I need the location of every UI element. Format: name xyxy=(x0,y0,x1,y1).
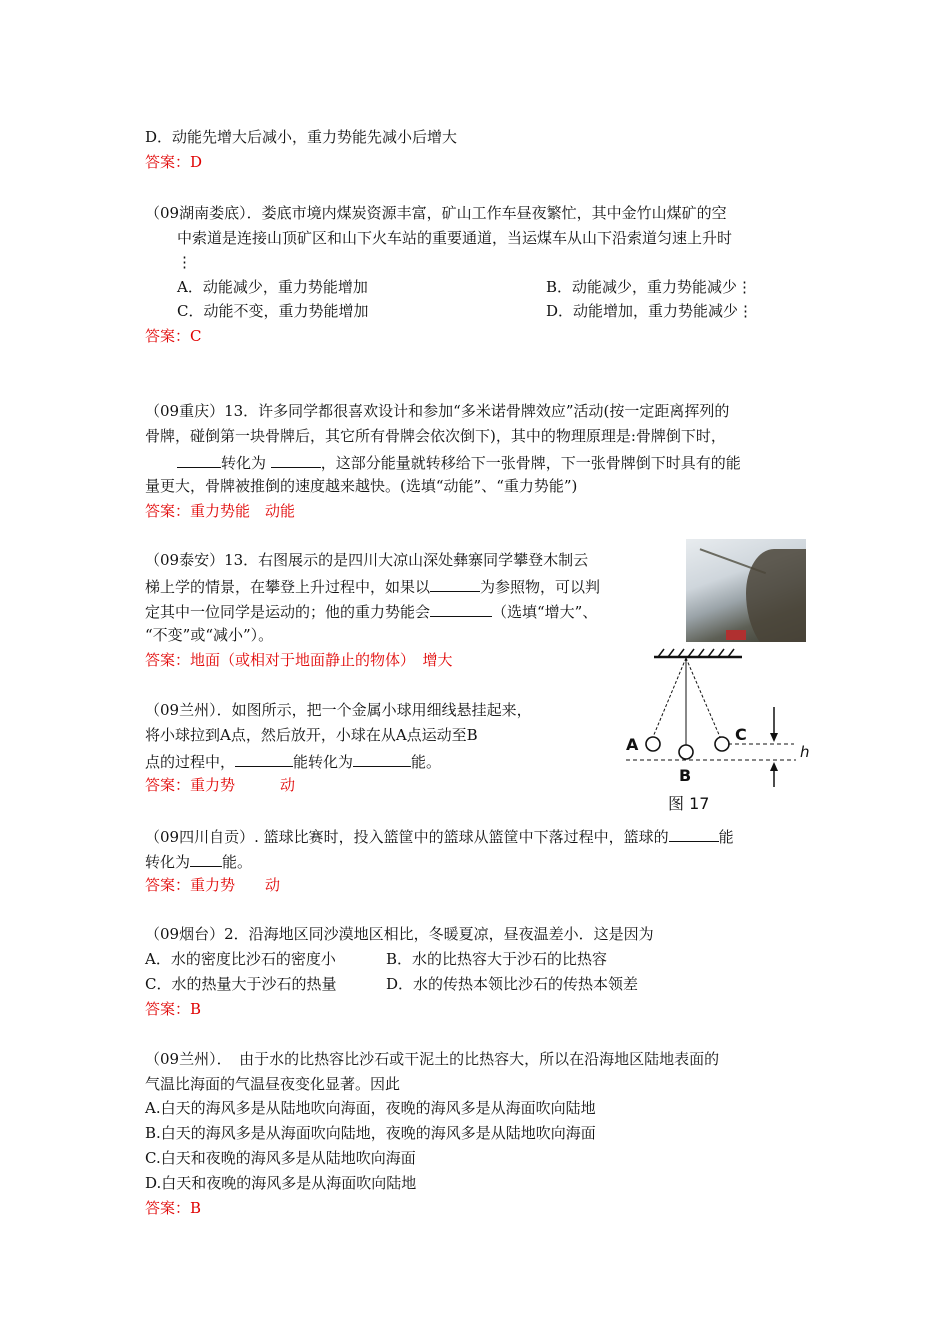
label-c: C xyxy=(735,725,747,744)
answer: 答案：重力势能 动能 xyxy=(145,502,296,520)
option-c: C.白天和夜晚的海风多是从陆地吹向海面 xyxy=(145,1149,416,1167)
question-text: （09兰州）．如图所示，把一个金属小球用细线悬挂起来， xyxy=(145,701,532,719)
fill-blank xyxy=(190,850,222,867)
option-d: D．动能增加，重力势能减少⋮ xyxy=(546,302,754,320)
question-text: ⋮ xyxy=(177,253,192,271)
ball-c xyxy=(715,737,729,751)
option-b: B.白天的海风多是从海面吹向陆地，夜晚的海风多是从陆地吹向海面 xyxy=(145,1124,596,1142)
question-text: 转化为 能。 xyxy=(145,850,252,872)
fill-blank xyxy=(235,750,293,767)
question-text: 气温比海面的气温昼夜变化显著。因此 xyxy=(145,1075,401,1093)
fill-blank xyxy=(177,451,221,468)
ball-a xyxy=(646,737,660,751)
answer: 答案：B xyxy=(145,1000,202,1018)
answer: 答案：重力势 动 xyxy=(145,876,281,894)
option-a: A．水的密度比沙石的密度小 xyxy=(145,950,336,968)
pendulum-figure xyxy=(618,645,818,817)
answer: 答案：C xyxy=(145,327,202,345)
figure-caption: 图 17 xyxy=(668,794,710,813)
option-b: B．水的比热容大于沙石的比热容 xyxy=(386,950,608,968)
question-text: （09兰州）． 由于水的比热容比沙石或干泥土的比热容大，所以在沿海地区陆地表面的 xyxy=(145,1050,720,1068)
question-text: 中索道是连接山顶矿区和山下火车站的重要通道，当运煤车从山下沿索道匀速上升时 xyxy=(177,229,733,247)
question-text: 转化为 ，这部分能量就转移给下一张骨牌，下一张骨牌倒下时具有的能 xyxy=(177,451,741,473)
answer: 答案：地面（或相对于地面静止的物体） 增大 xyxy=(145,651,453,669)
option-d: D．动能先增大后减小，重力势能先减小后增大 xyxy=(145,128,458,146)
question-text: （09湖南娄底）．娄底市境内煤炭资源丰富，矿山工作车昼夜繁忙，其中金竹山煤矿的空 xyxy=(145,204,727,222)
option-b: B．动能减少，重力势能减少⋮ xyxy=(546,278,753,296)
question-text: 量更大，骨牌被推倒的速度越来越快。(选填“动能”、“重力势能”) xyxy=(145,477,578,495)
question-text: （09重庆）13．许多同学都很喜欢设计和参加“多米诺骨牌效应”活动(按一定距离挥列的 xyxy=(145,402,730,420)
answer: 答案：B xyxy=(145,1199,202,1217)
option-a: A.白天的海风多是从陆地吹向海面，夜晚的海风多是从海面吹向陆地 xyxy=(145,1099,596,1117)
question-text: （09烟台）2．沿海地区同沙漠地区相比，冬暖夏凉，昼夜温差小．这是因为 xyxy=(145,925,654,943)
question-text: 骨牌，碰倒第一块骨牌后，其它所有骨牌会依次倒下)，其中的物理原理是:骨牌倒下时， xyxy=(145,427,726,445)
question-text: 点的过程中， 能转化为 能。 xyxy=(145,750,441,772)
option-c: C．动能不变，重力势能增加 xyxy=(177,302,369,320)
label-h: h xyxy=(800,743,810,761)
fill-blank xyxy=(430,600,492,617)
question-text: （09泰安）13．右图展示的是四川大凉山深处彝寨同学攀登木制云 xyxy=(145,551,589,569)
label-b: B xyxy=(679,766,692,785)
answer: 答案：重力势 动 xyxy=(145,776,296,794)
label-a: A xyxy=(626,735,639,754)
option-a: A．动能减少，重力势能增加 xyxy=(177,278,368,296)
fill-blank xyxy=(353,750,411,767)
question-text: 将小球拉到A点，然后放开，小球在从A点运动至B xyxy=(145,726,478,744)
question-text: 定其中一位同学是运动的；他的重力势能会 （选填“增大”、 xyxy=(145,600,597,622)
option-c: C．水的热量大于沙石的热量 xyxy=(145,975,337,993)
fill-blank xyxy=(430,575,480,592)
fill-blank xyxy=(271,451,321,468)
option-d: D．水的传热本领比沙石的传热本领差 xyxy=(386,975,639,993)
question-text: “不变”或“减小”）。 xyxy=(145,626,274,644)
question-text: （09四川自贡）. 篮球比赛时，投入篮筐中的篮球从篮筐中下落过程中，篮球的 能 xyxy=(145,825,734,847)
answer: 答案：D xyxy=(145,153,203,171)
ball-b xyxy=(679,745,693,759)
fill-blank xyxy=(669,825,719,842)
question-text: 梯上学的情景，在攀登上升过程中，如果以 为参照物，可以判 xyxy=(145,575,600,597)
ladder-photo xyxy=(686,539,806,642)
option-d: D.白天和夜晚的海风多是从海面吹向陆地 xyxy=(145,1174,417,1192)
